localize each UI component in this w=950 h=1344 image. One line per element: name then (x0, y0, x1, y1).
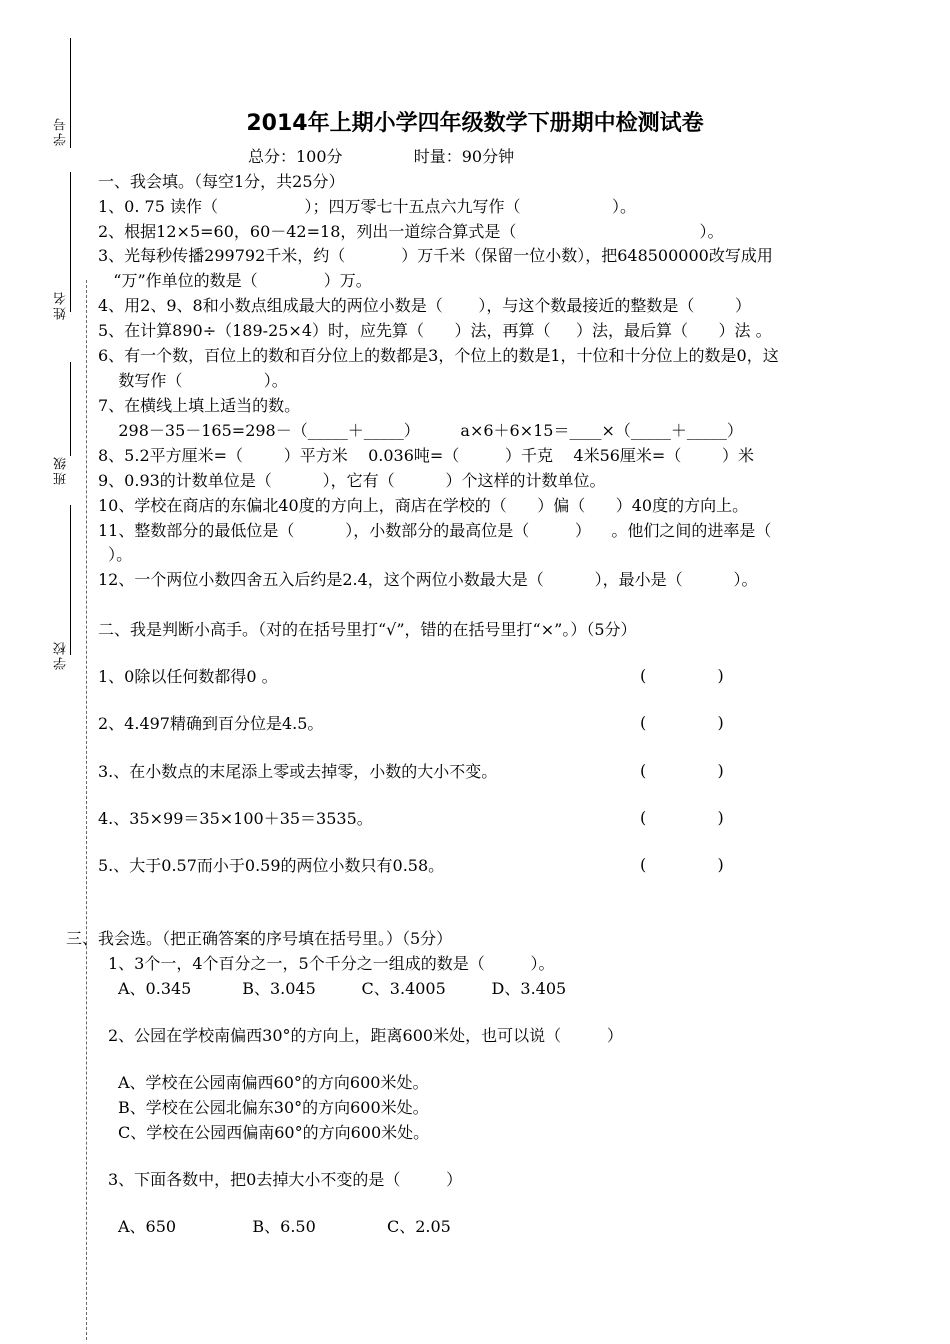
section-2-heading: 二、我是判断小高手。（对的在括号里打“√”，错的在括号里打“×”。）（5分） (98, 620, 637, 639)
exam-title: 2014年上期小学四年级数学下册期中检测试卷 (246, 111, 704, 136)
student-id-label: 学号 (54, 116, 69, 146)
question-1-5: 5、在计算890÷（189-25×4）时，应先算（ ）法，再算（ ）法，最后算（ ）法 。 (98, 321, 772, 340)
school-label: 学校 (54, 640, 69, 670)
question-1-12: 12、一个两位小数四舍五入后约是2.4，这个两位小数最大是（ ），最小是（ ）。 (98, 570, 758, 589)
answer-paren: ( ) (640, 713, 724, 732)
binding-line (70, 362, 71, 456)
judge-item-3: 3.、在小数点的末尾添上零或去掉零，小数的大小不变。 (98, 762, 498, 781)
judge-item-2: 2、4.497精确到百分位是4.5。 (98, 714, 324, 733)
choice-q2: 2、公园在学校南偏西30°的方向上，距离600米处，也可以说（ ） (108, 1026, 623, 1045)
choice-q2-option-c: C、学校在公园西偏南60°的方向600米处。 (118, 1123, 430, 1142)
choice-q1: 1、3个一，4个百分之一，5个千分之一组成的数是（ ）。 (108, 954, 555, 973)
question-1-3-cont: “万”作单位的数是（ ）万。 (98, 271, 372, 290)
question-1-11-cont: ）。 (98, 545, 133, 564)
question-1-3: 3、光每秒传播299792千米，约（ ）万千米（保留一位小数），把648500000改写成用 (98, 246, 773, 265)
answer-paren: ( ) (640, 761, 724, 780)
choice-q1-options: A、0.345 B、3.045 C、3.4005 D、3.405 (118, 979, 567, 998)
binding-line (70, 505, 71, 655)
section-3-heading: 三、我会选。（把正确答案的序号填在括号里。）（5分） (66, 929, 453, 948)
cut-line (86, 280, 87, 1340)
choice-q3-options: A、650 B、6.50 C、2.05 (118, 1217, 451, 1236)
question-1-7: 7、在横线上填上适当的数。 (98, 396, 301, 415)
question-1-11: 11、整数部分的最低位是（ ），小数部分的最高位是（ ） 。他们之间的进率是（ (98, 521, 772, 540)
exam-meta: 总分：100分 时量：90分钟 (248, 147, 515, 166)
question-1-4: 4、用2、9、8和小数点组成最大的两位小数是（ ），与这个数最接近的整数是（ ） (98, 296, 752, 315)
class-label: 班级 (54, 455, 69, 485)
judge-item-4: 4.、35×99＝35×100＋35＝3535。 (98, 809, 373, 828)
question-1-1: 1、0. 75 读作（ ）；四万零七十五点六九写作（ ）。 (98, 197, 636, 216)
choice-q2-option-a: A、学校在公园南偏西60°的方向600米处。 (118, 1073, 429, 1092)
judge-item-1: 1、0除以任何数都得0 。 (98, 667, 278, 686)
question-1-6-cont: 数写作（ ）。 (98, 371, 288, 390)
question-1-2: 2、根据12×5=60，60－42=18，列出一道综合算式是（ ）。 (98, 222, 724, 241)
question-1-6: 6、有一个数，百位上的数和百分位上的数都是3，个位上的数是1，十位和十分位上的数是0，这 (98, 346, 779, 365)
question-1-7-blanks: 298－35－165=298－（_____＋_____） a×6＋6×15＝____×（_____＋_____） (98, 421, 743, 440)
answer-paren: ( ) (640, 666, 724, 685)
question-1-8: 8、5.2平方厘米=（ ）平方米 0.036吨=（ ）千克 4米56厘米=（ ）米 (98, 446, 755, 465)
judge-item-5: 5.、大于0.57而小于0.59的两位小数只有0.58。 (98, 856, 445, 875)
student-name-label: 姓名 (54, 290, 69, 320)
answer-paren: ( ) (640, 808, 724, 827)
answer-paren: ( ) (640, 855, 724, 874)
choice-q2-option-b: B、学校在公园北偏东30°的方向600米处。 (118, 1098, 429, 1117)
section-1-heading: 一、我会填。（每空1分，共25分） (98, 172, 345, 191)
choice-q3: 3、下面各数中，把0去掉大小不变的是（ ） (108, 1170, 463, 1189)
question-1-10: 10、学校在商店的东偏北40度的方向上，商店在学校的（ ）偏（ ）40度的方向上。 (98, 496, 749, 515)
question-1-9: 9、0.93的计数单位是（ ），它有（ ）个这样的计数单位。 (98, 471, 606, 490)
